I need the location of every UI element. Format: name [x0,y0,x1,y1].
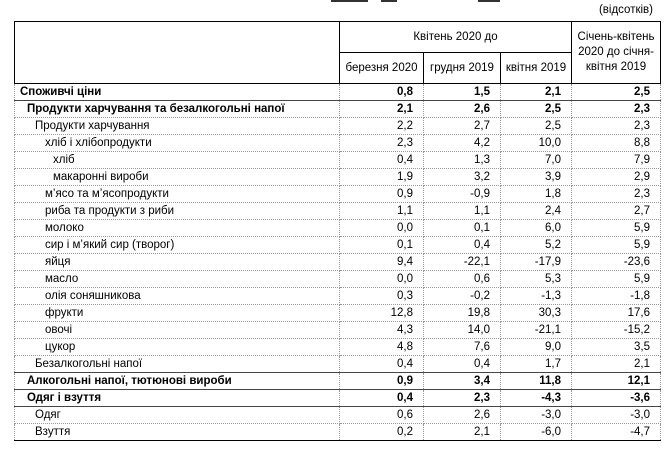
value-cell: 5,3 [501,271,572,288]
value-cell: 0,9 [340,186,424,203]
value-cell: -1,8 [572,288,661,305]
value-cell: 2,6 [424,101,501,118]
units-note: (відсотків) [598,4,653,16]
cropped-title-fragment [381,0,397,2]
row-label: олія соняшникова [15,288,340,305]
row-label: фрукти [15,305,340,322]
table-row [15,152,661,169]
value-cell: 5,9 [572,220,661,237]
value-cell: 3,2 [424,169,501,186]
table-row [15,407,661,424]
row-label: масло [15,271,340,288]
value-cell: -21,1 [501,322,572,339]
table-row [15,254,661,271]
value-cell: -22,1 [424,254,501,271]
value-cell: 2,1 [572,356,661,373]
value-cell: 0,3 [340,288,424,305]
value-cell: 1,8 [501,186,572,203]
value-cell: -4,7 [572,424,661,441]
table-row [15,339,661,356]
value-cell: 0,9 [340,373,424,390]
value-cell: 0,8 [340,84,424,101]
value-cell: -3,0 [501,407,572,424]
value-cell: 2,7 [572,203,661,220]
row-label: Безалкогольні напої [15,356,340,373]
value-cell: 9,0 [501,339,572,356]
value-cell: 19,8 [424,305,501,322]
value-cell: 4,3 [340,322,424,339]
row-label-column-header [15,22,340,84]
table-row [15,101,661,118]
row-label: Одяг і взуття [15,390,340,407]
table-row [15,118,661,135]
value-cell: -6,0 [501,424,572,441]
value-cell: 0,4 [340,390,424,407]
table-row [15,322,661,339]
value-cell: 2,5 [572,84,661,101]
value-cell: 9,4 [340,254,424,271]
value-cell: 0,4 [340,356,424,373]
row-label: яйця [15,254,340,271]
row-label: Взуття [15,424,340,441]
cropped-title-fragment [331,0,368,2]
value-cell: 2,3 [340,135,424,152]
value-cell: 3,5 [572,339,661,356]
value-cell: 2,1 [340,101,424,118]
value-cell: -3,0 [572,407,661,424]
row-label: м’ясо та м’ясопродукти [15,186,340,203]
table-row [15,305,661,322]
value-cell: 7,0 [501,152,572,169]
value-cell: 1,9 [340,169,424,186]
value-cell: 1,5 [424,84,501,101]
value-cell: 2,1 [424,424,501,441]
value-cell: 0,2 [340,424,424,441]
value-cell: 0,4 [340,152,424,169]
row-label: Продукти харчування [15,118,340,135]
value-cell: 7,6 [424,339,501,356]
value-cell: 2,4 [501,203,572,220]
value-cell: 0,0 [340,271,424,288]
value-cell: 2,3 [572,118,661,135]
value-cell: 3,4 [424,373,501,390]
row-label: Продукти харчування та безалкогольні напої [15,101,340,118]
table-header [15,22,661,84]
period-column-header: Січень-квітень 2020 до січня-квітня 2019 [572,22,661,84]
table-row [15,84,661,101]
subheader-march-2020: березня 2020 [340,53,424,84]
value-cell: -0,9 [424,186,501,203]
table-row [15,237,661,254]
value-cell: 0,1 [340,237,424,254]
value-cell: 11,8 [501,373,572,390]
value-cell: 2,6 [424,407,501,424]
table-body [15,84,661,441]
value-cell: -0,2 [424,288,501,305]
value-cell: 10,0 [501,135,572,152]
table-row [15,271,661,288]
value-cell: 0,6 [340,407,424,424]
table-row [15,203,661,220]
table-row [15,169,661,186]
value-cell: 2,2 [340,118,424,135]
value-cell: 0,1 [424,220,501,237]
value-cell: 1,1 [340,203,424,220]
value-cell: 0,0 [340,220,424,237]
row-label: хліб [15,152,340,169]
table-row [15,186,661,203]
value-cell: 17,6 [572,305,661,322]
value-cell: 14,0 [424,322,501,339]
value-cell: 2,3 [572,186,661,203]
table-row [15,373,661,390]
row-label: риба та продукти з риби [15,203,340,220]
row-label: молоко [15,220,340,237]
value-cell: 2,9 [572,169,661,186]
value-cell: 12,8 [340,305,424,322]
column-group-header: Квітень 2020 до [340,22,572,53]
value-cell: 5,2 [501,237,572,254]
table-row [15,390,661,407]
row-label: Алкогольні напої, тютюнові вироби [15,373,340,390]
value-cell: 2,3 [572,101,661,118]
value-cell: 0,4 [424,237,501,254]
cropped-title-fragment [478,0,500,2]
table-row [15,220,661,237]
value-cell: 1,1 [424,203,501,220]
table-row [15,288,661,305]
row-label: Одяг [15,407,340,424]
table-row [15,135,661,152]
value-cell: -1,3 [501,288,572,305]
subheader-december-2019: грудня 2019 [424,53,501,84]
row-label: Споживчі ціни [15,84,340,101]
value-cell: 1,3 [424,152,501,169]
value-cell: 5,9 [572,237,661,254]
value-cell: 0,6 [424,271,501,288]
row-label: цукор [15,339,340,356]
value-cell: 8,8 [572,135,661,152]
value-cell: 2,5 [501,118,572,135]
value-cell: 4,2 [424,135,501,152]
value-cell: 1,7 [501,356,572,373]
value-cell: -17,9 [501,254,572,271]
value-cell: 12,1 [572,373,661,390]
table-row [15,424,661,441]
value-cell: 7,9 [572,152,661,169]
price-index-table [14,21,661,441]
value-cell: 5,9 [572,271,661,288]
table-row [15,356,661,373]
value-cell: 4,8 [340,339,424,356]
value-cell: 2,5 [501,101,572,118]
subheader-april-2019: квітня 2019 [501,53,572,84]
value-cell: -15,2 [572,322,661,339]
value-cell: 3,9 [501,169,572,186]
value-cell: 2,7 [424,118,501,135]
value-cell: 6,0 [501,220,572,237]
value-cell: 0,4 [424,356,501,373]
value-cell: -4,3 [501,390,572,407]
value-cell: -23,6 [572,254,661,271]
row-label: макаронні вироби [15,169,340,186]
row-label: сир і м’який сир (творог) [15,237,340,254]
row-label: хліб і хлібопродукти [15,135,340,152]
value-cell: 2,1 [501,84,572,101]
row-label: овочі [15,322,340,339]
value-cell: -3,6 [572,390,661,407]
value-cell: 30,3 [501,305,572,322]
value-cell: 2,3 [424,390,501,407]
